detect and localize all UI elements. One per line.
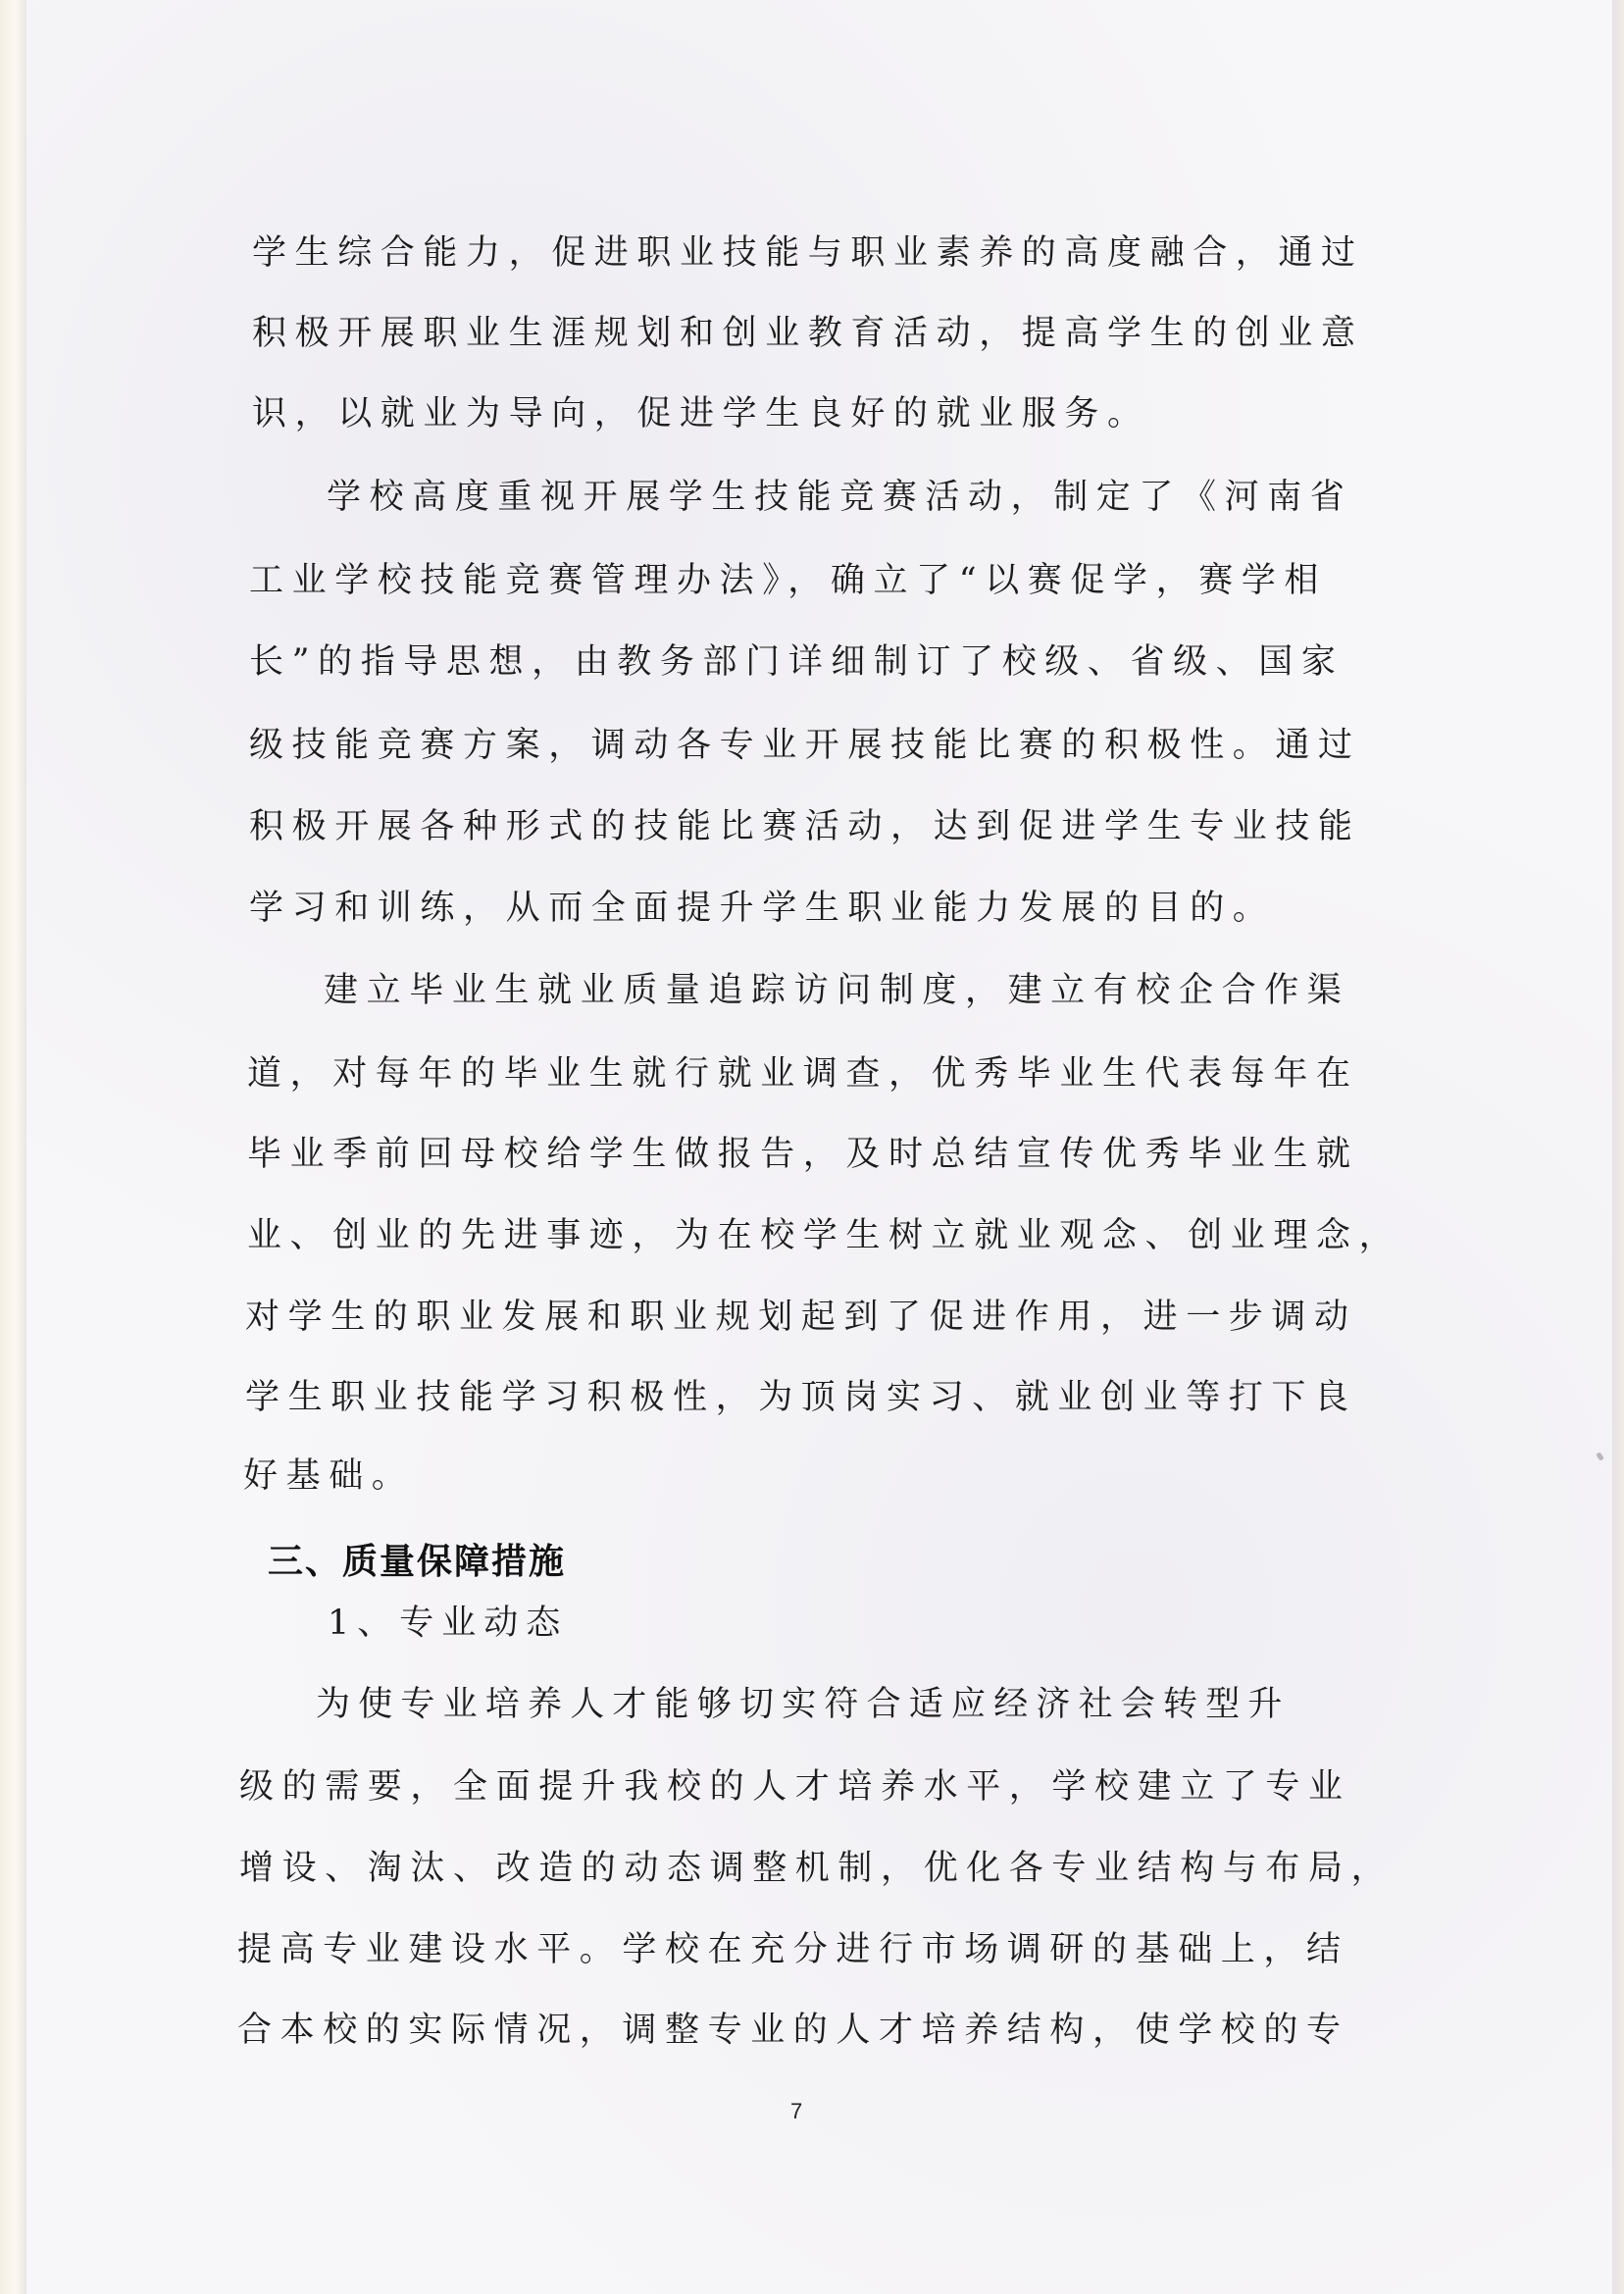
paragraph-3-line-7: 好基础。 xyxy=(243,1456,415,1496)
section-heading: 三、质量保障措施 xyxy=(268,1542,567,1582)
paragraph-2-line-2: 工业学校技能竞赛管理办法》，确立了“以赛促学，赛学相 xyxy=(249,561,1327,600)
page-number: 7 xyxy=(790,2099,803,2123)
paragraph-2-line-5: 积极开展各种形式的技能比赛活动，达到促进学生专业技能 xyxy=(249,807,1361,846)
paragraph-1-line-1: 学生综合能力，促进职业技能与职业素养的高度融合，通过 xyxy=(252,233,1364,273)
paragraph-2-line-1: 学校高度重视开展学生技能竞赛活动，制定了《河南省 xyxy=(327,478,1353,517)
final-paragraph-line-2: 级的需要，全面提升我校的人才培养水平，学校建立了专业 xyxy=(239,1767,1351,1807)
paragraph-2-line-4: 级技能竞赛方案，调动各专业开展技能比赛的积极性。通过 xyxy=(249,726,1361,765)
subsection-heading: 1、专业动态 xyxy=(328,1604,569,1643)
paragraph-1-line-3: 识，以就业为导向，促进学生良好的就业服务。 xyxy=(252,394,1150,433)
paragraph-2-line-6: 学习和训练，从而全面提升学生职业能力发展的目的。 xyxy=(249,889,1276,928)
paragraph-3-line-4: 业、创业的先进事迹，为在校学生树立就业观念、创业理念， xyxy=(247,1216,1402,1255)
paragraph-2-line-3: 长”的指导思想，由教务部门详细制订了校级、省级、国家 xyxy=(249,642,1345,682)
scan-right-edge xyxy=(1612,0,1624,2294)
paragraph-3-line-1: 建立毕业生就业质量追踪访问制度，建立有校企合作渠 xyxy=(324,971,1350,1010)
final-paragraph-line-5: 合本校的实际情况，调整专业的人才培养结构，使学校的专 xyxy=(237,2011,1349,2050)
paragraph-3-line-3: 毕业季前回母校给学生做报告，及时总结宣传优秀毕业生就 xyxy=(247,1135,1359,1174)
paragraph-3-line-6: 学生职业技能学习积极性，为顶岗实习、就业创业等打下良 xyxy=(245,1378,1357,1417)
final-paragraph-line-3: 增设、淘汰、改造的动态调整机制，优化各专业结构与布局， xyxy=(239,1849,1395,1888)
final-paragraph-line-4: 提高专业建设水平。学校在充分进行市场调研的基础上，结 xyxy=(237,1930,1349,1969)
final-paragraph-line-1: 为使专业培养人才能够切实符合适应经济社会转型升 xyxy=(316,1685,1291,1724)
scan-left-edge xyxy=(0,0,26,2294)
paragraph-3-line-2: 道，对每年的毕业生就行就业调查，优秀毕业生代表每年在 xyxy=(247,1054,1359,1094)
paragraph-3-line-5: 对学生的职业发展和职业规划起到了促进作用，进一步调动 xyxy=(245,1298,1357,1337)
paragraph-1-line-2: 积极开展职业生涯规划和创业教育活动，提高学生的创业意 xyxy=(252,314,1364,353)
